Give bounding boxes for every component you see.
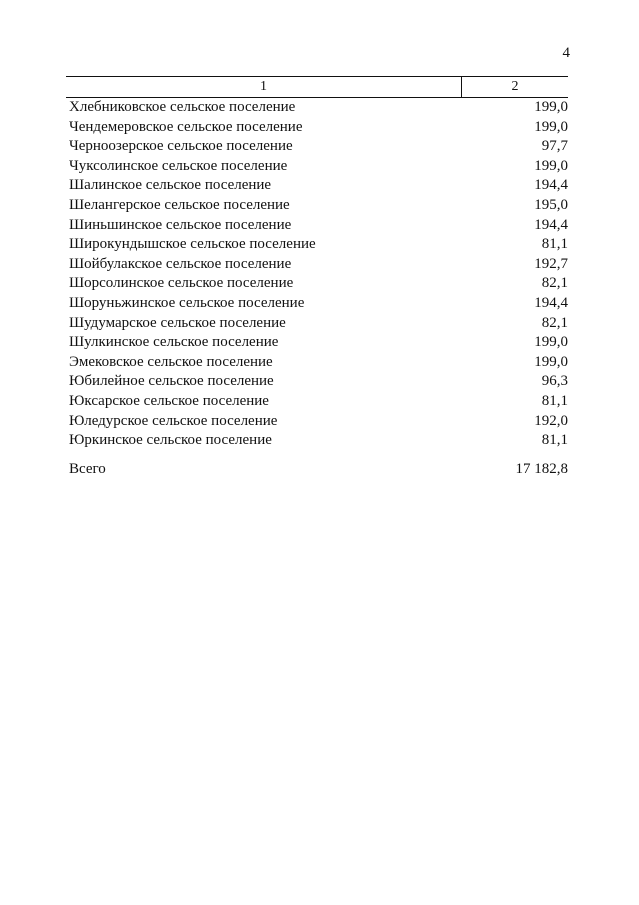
settlement-name: Шойбулакское сельское поселение <box>69 255 292 272</box>
table-row <box>66 333 568 353</box>
settlement-name: Юледурское сельское поселение <box>69 412 278 429</box>
table-row <box>66 372 568 392</box>
settlements-table <box>66 76 568 479</box>
settlement-value: 199,0 <box>534 99 568 115</box>
settlement-value: 192,7 <box>534 255 568 272</box>
settlement-value: 199,0 <box>534 118 568 135</box>
settlement-value: 199,0 <box>534 334 568 351</box>
table-row <box>66 118 568 138</box>
table-row <box>66 137 568 157</box>
table-row <box>66 157 568 177</box>
settlement-name: Шелангерское сельское поселение <box>69 196 290 213</box>
settlement-name: Юбилейное сельское поселение <box>69 373 274 390</box>
settlement-name: Юркинское сельское поселение <box>69 432 272 449</box>
table-row <box>66 98 568 118</box>
settlement-name: Чуксолинское сельское поселение <box>69 157 288 174</box>
table-header <box>66 76 568 98</box>
settlement-name: Хлебниковское сельское поселение <box>69 99 296 115</box>
settlement-name: Шорсолинское сельское поселение <box>69 275 294 292</box>
settlement-name: Черноозерское сельское поселение <box>69 138 293 155</box>
settlement-name: Шиньшинское сельское поселение <box>69 216 292 233</box>
settlement-name: Широкундышское сельское поселение <box>69 236 316 253</box>
settlement-name: Эмековское сельское поселение <box>69 353 273 370</box>
table-row <box>66 176 568 196</box>
table-row <box>66 274 568 294</box>
settlement-value: 82,1 <box>541 314 568 331</box>
table-row <box>66 294 568 314</box>
table-row <box>66 255 568 275</box>
table-row <box>66 431 568 451</box>
table-body <box>66 98 568 479</box>
settlement-value: 199,0 <box>534 157 568 174</box>
table-row <box>66 314 568 334</box>
settlement-name: Шудумарское сельское поселение <box>69 314 286 331</box>
table-row <box>66 235 568 255</box>
settlement-value: 192,0 <box>534 412 568 429</box>
settlement-value: 82,1 <box>541 275 568 292</box>
table-row <box>66 216 568 236</box>
page-number: 4 <box>562 45 570 61</box>
settlement-value: 81,1 <box>541 236 568 253</box>
settlement-value: 97,7 <box>541 138 568 155</box>
total-row <box>66 460 568 480</box>
header-column-2: 2 <box>511 79 519 94</box>
settlement-value: 194,4 <box>534 216 568 233</box>
settlement-name: Шалинское сельское поселение <box>69 177 272 194</box>
settlement-value: 81,1 <box>541 432 568 449</box>
table-row <box>66 392 568 412</box>
settlement-value: 96,3 <box>541 373 568 390</box>
table-row <box>66 196 568 216</box>
total-value: 17 182,8 <box>515 460 568 477</box>
settlement-value: 199,0 <box>534 353 568 370</box>
header-column-1: 1 <box>66 77 462 97</box>
settlement-value: 195,0 <box>534 196 568 213</box>
table-row <box>66 353 568 373</box>
settlement-name: Шулкинское сельское поселение <box>69 334 279 351</box>
settlement-value: 194,4 <box>534 177 568 194</box>
settlement-name: Юксарское сельское поселение <box>69 392 269 409</box>
settlement-value: 81,1 <box>541 392 568 409</box>
settlement-name: Шоруньжинское сельское поселение <box>69 294 305 311</box>
settlement-name: Чендемеровское сельское поселение <box>69 118 303 135</box>
settlement-value: 194,4 <box>534 294 568 311</box>
total-label: Всего <box>69 460 106 477</box>
table-row <box>66 412 568 432</box>
